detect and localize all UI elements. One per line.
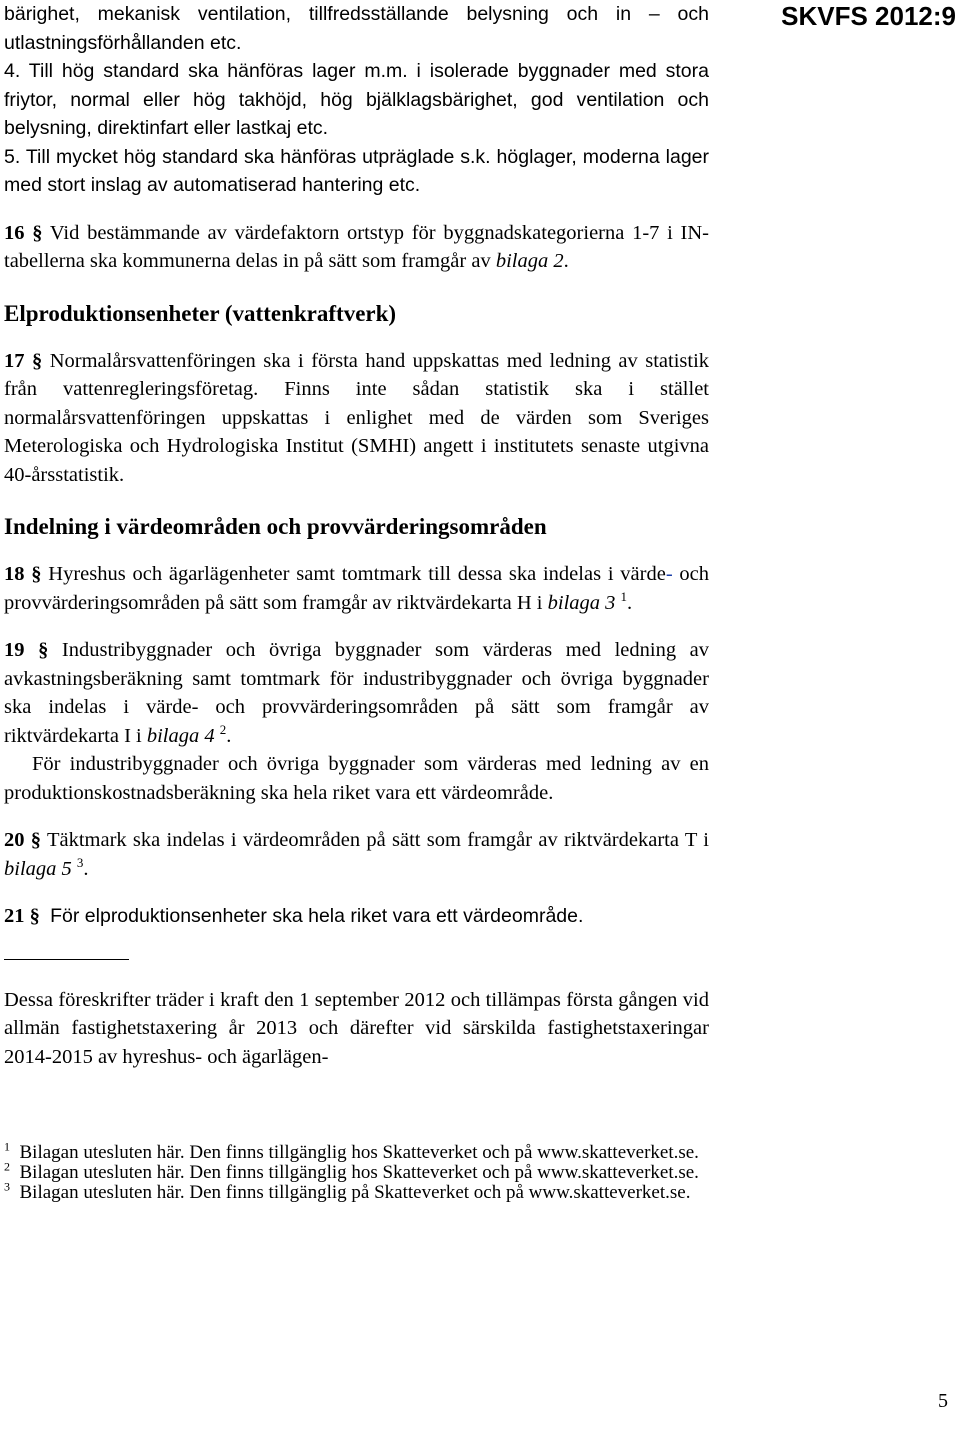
- section-text: Normalårsvattenföringen ska i första hand uppskattas med ledning av statistik från vattenregleringsföretag. Finns inte sådan statistik ska i stället normalårsvattenföringen uppskattas i enlighet med de värden som Sveriges Meterologiska och Hydrologiska Institut (SMHI) angett i institutets senaste utgivna 40-årsstatistik.: [4, 349, 710, 486]
- section-text: Hyreshus och ägarlägenheter samt tomtmark till dessa ska indelas i värde: [48, 563, 666, 585]
- footnote-ref: 1: [620, 588, 628, 604]
- separator-rule: [4, 959, 129, 960]
- list-item-4: 4. Till hög standard ska hänföras lager m.m. i isolerade byggnader med stora friytor, normal eller hög takhöjd, hög bjälklagsbärighet, god ventilation och belysning, direktinfart eller lastkaj etc.: [4, 60, 709, 139]
- section-text: Industribyggnader och övriga byggnader som värderas med ledning av avkastningsberäkning samt tomtmark för industribyggnader och övriga byggnader ska indelas i värde- och provvärderingsområden på sätt som framgår av riktvärdekarta I i: [4, 639, 710, 747]
- section-text: Täktmark ska indelas i värdeområden på sätt som framgår av riktvärdekarta T i: [46, 829, 709, 851]
- footnote: $^2$ Bilagan utesluten här. Den finns tillgänglig hos Skatteverket och på www.skatteverket.se.: [4, 1159, 699, 1183]
- annex-reference: bilaga 3: [547, 591, 616, 614]
- footnote-mark: 1: [4, 1139, 10, 1154]
- section-18: 18 § Hyreshus och ägarlägenheter samt tomtmark till dessa ska indelas i värde- och provvärderingsområden på sätt som framgår av riktvärdekarta H i bilaga 3 $^1$.: [4, 563, 710, 614]
- footnote-ref: 2: [219, 721, 227, 737]
- section-number: 19 §: [4, 639, 49, 661]
- annex-reference: bilaga 2: [495, 250, 564, 272]
- main-column: [4, 0, 709, 1203]
- list-item-5: 5. Till mycket hög standard ska hänföras utpräglade s.k. höglager, moderna lager med stort inslag av automatiserad hantering etc.: [4, 145, 709, 196]
- page-number: 5: [938, 1390, 948, 1412]
- section-number: 20 §: [4, 829, 42, 851]
- section-17: [4, 347, 709, 490]
- footnote-mark: 2: [4, 1159, 10, 1174]
- section-number: 16 §: [4, 221, 43, 244]
- footnote: $^1$ Bilagan utesluten här. Den finns tillgänglig hos Skatteverket och på www.skatteverket.se.: [4, 1139, 699, 1163]
- intro-continuation: bärighet, mekanisk ventilation, tillfredsställande belysning och in – och utlastningsförhållanden etc.: [4, 3, 709, 54]
- footnotes: [4, 1139, 709, 1203]
- section-number: 21 §: [4, 905, 40, 927]
- hyphen-mark: -: [665, 563, 673, 585]
- section-number: 18 §: [4, 563, 42, 585]
- section-19: 19 § Industribyggnader och övriga byggnader som värderas med ledning av avkastningsberäkning samt tomtmark för industribyggnader och övriga byggnader ska indelas i värde- och provvärderingsområden på sätt som framgår av riktvärdekarta I i bilaga 4 $^2$.: [4, 639, 710, 747]
- section-number: 17 §: [4, 349, 43, 372]
- section-20: 20 § Täktmark ska indelas i värdeområden på sätt som framgår av riktvärdekarta T i bilaga 5 $^3$.: [4, 829, 709, 880]
- section-16: 16 § Vid bestämmande av värdefaktorn ortstyp för byggnadskategorierna 1-7 i IN-tabellerna ska kommunerna delas in på sätt som framgår av bilaga 2.: [4, 221, 709, 272]
- section-19-second-paragraph: För industribyggnader och övriga byggnader som värderas med ledning av en produktionskostnadsberäkning ska hela riket vara ett värdeområde.: [4, 753, 709, 804]
- section-text: Vid bestämmande av värdefaktorn ortstyp för byggnadskategorierna 1-7 i IN-tabellerna ska kommunerna delas in på sätt som framgår av: [4, 221, 709, 272]
- footnote: $^3$ Bilagan utesluten här. Den finns tillgänglig på Skatteverket och på www.skatteverket.se.: [4, 1179, 691, 1203]
- footnote-ref: 3: [76, 854, 84, 870]
- document-code: SKVFS 2012:9: [781, 1, 956, 31]
- annex-reference: bilaga 4: [146, 724, 215, 747]
- transitional-provisions: Dessa föreskrifter träder i kraft den 1 september 2012 och tillämpas första gången vid allmän fastighetstaxering år 2013 och därefter vid särskilda fastighetstaxeringar 2014-2015 av hyreshus- och ägarlägen-: [4, 988, 709, 1068]
- section-text: För elproduktionsenheter ska hela riket vara ett värdeområde.: [50, 905, 584, 927]
- footnote-mark: 3: [4, 1179, 10, 1194]
- heading-value-areas: Indelning i värdeområden och provvärderingsområden: [4, 514, 547, 539]
- heading-power-plants: Elproduktionsenheter (vattenkraftverk): [4, 300, 397, 326]
- section-21: [4, 902, 709, 931]
- annex-reference: bilaga 5: [4, 857, 72, 880]
